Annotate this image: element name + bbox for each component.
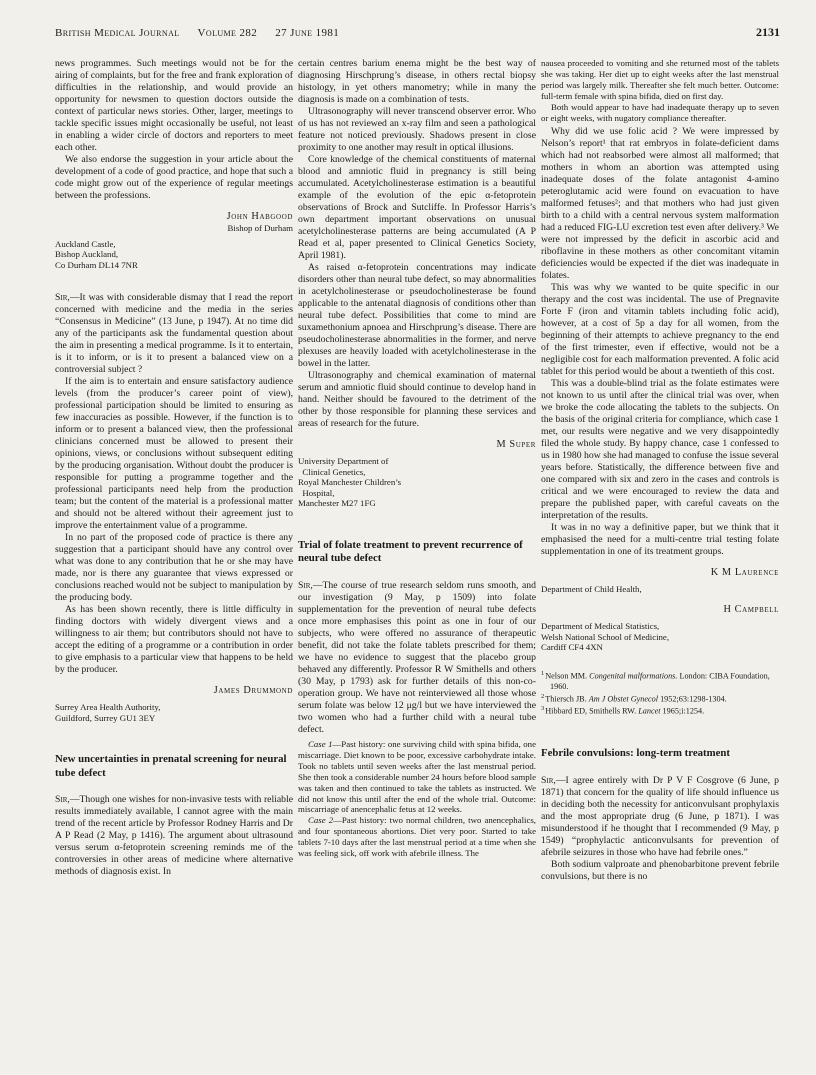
paragraph-definitive: It was in no way a definitive paper, but we think that it emphasised the need for a multi-centre trial testing folate supplementation in one of its treatment groups. [541, 522, 779, 558]
paragraph-news-programmes: news programmes. Such meetings would not be for the airing of complaints, but for the free and frank exploration of difficulties in the relationship, and would provide an opportunity for newsmen to question doctors outside the context of particular news stories. Other, larger, meetings to tackle specific issues might occasionally be useful, not least in enabling a wider circle of doctors and reporters to meet each other. [55, 58, 293, 153]
reference-text: London: CIBA Foundation, 1960. [550, 671, 770, 691]
paragraph-ultrasonography-error: Ultrasonography will never transcend observer error. Who of us has not reviewed an x-ray film and seen a pathological feature not noticed previously. Shadows present in close proximity to one another may result in optical illusions. [298, 106, 536, 153]
address-line: Guildford, Surrey GU1 3EY [55, 712, 156, 723]
reference-italic: Lancet [638, 707, 661, 717]
journal-volume: Volume 282 [197, 27, 258, 39]
sir-salutation: Sir [298, 579, 311, 591]
column-3 [541, 58, 779, 883]
paragraph-case-2 [298, 815, 536, 859]
letter-text: ,—I agree entirely with Dr P V F Cosgrove (6 June, p 1871) that concern for the quality of life should influence us in deciding both the necessity for anticonvulsant prophylaxis and the most appropriate drug (6 June, p 1871). I was misunderstood if he thought that I recommended (9 May, p 1549) “prophylactic anticonvulsants for prevention of afebrile seizures in those who have had febrile ones.” [541, 774, 779, 858]
paragraph-sir-dismay [55, 292, 293, 376]
paragraph-sir-though [55, 794, 293, 878]
letter-heading-febrile-convulsions: Febrile convulsions: long-term treatment [541, 747, 731, 760]
letter-text: ,—Though one wishes for non-invasive tests with reliable results immediately available, I cannot agree with the main trend of the recent article by Professor Rodney Harris and Dr A P Read (2 May, p 1416). The argument about ultrasound versus serum α-fetoprotein screening reminds me of the controversies in other areas of medicine where alternative methods of diagnosis exist. In [55, 794, 293, 878]
paragraph-no-part: In no part of the proposed code of practice is there any suggestion that a participant should have any control over what was done to any contribution that he or she may have made, nor is there any guarantee that views expressed or conclusions reached would not be subject to manipulation by the producing body. [55, 532, 293, 604]
address-super [298, 456, 536, 509]
address-line: Department of Child Health, [541, 584, 642, 595]
paragraph-shown-recently: As has been shown recently, there is little difficulty in finding doctors with widely divergent views and a willingness to air them; but contributors should not have to accept the editing of a programme or a contribution in order to give emphasis to a particular view that happens to be held by the producer. [55, 604, 293, 676]
paragraph-specific-therapy: This was why we wanted to be quite specific in our therapy and the cost was incidental. The use of Pregnavite Forte F (iron and vitamin tablets including folic acid), however, at a cost of 5p a day for all women, from the beginning of their attempts to achieve pregnancy to the end of the first trimester, even if effective, would not be a negligible cost for each malformation prevented. A folic acid tablet for this period would be about a twentieth of this cost. [541, 282, 779, 378]
sir-salutation: Sir [55, 292, 68, 304]
address-line: University Department of [298, 456, 389, 466]
reference-list [541, 669, 779, 717]
letter-heading-prenatal-screening: New uncertainties in prenatal screening for neural tube defect [55, 753, 287, 779]
address-drummond [55, 702, 293, 723]
paragraph-ultrasonography-chemical: Ultrasonography and chemical examination of maternal serum and amniotic fluid should continue to develop hand in hand. Neither should be favoured to the detriment of the other by those responsible for planning these services and areas of research for the future. [298, 370, 536, 429]
paragraph-aim: If the aim is to entertain and ensure satisfactory audience levels (from the producer’s career point of view), professional participation should be limited to ensuring as few inaccuracies as possible. However, if the function is to inform or to present a balanced view, then the professional clinicians concerned must be allowed to present their opinions, views, or conclusions without subsequent editing by the producing organisation. Without doubt the producer is responsible for putting a programme together and the professional participants need help from the production team; but the content of the material is a professional matter and should not be altered without their agreement just to improve the entertainment value of a programme. [55, 376, 293, 532]
signature-drummond: James Drummond [213, 685, 293, 697]
reference-number: 3 [541, 705, 545, 713]
journal-masthead [55, 27, 357, 40]
reference-2 [541, 692, 779, 705]
paragraph-endorse: We also endorse the suggestion in your article about the development of a code of good practice, and hope that such a code might grow out of the experience of regular meetings between the professions. [55, 154, 293, 201]
journal-date: 27 June 1981 [275, 27, 340, 39]
address-laurence [541, 584, 779, 595]
reference-italic: Congenital malformations. [589, 671, 678, 681]
case-text: —Past history: one surviving child with spina bifida, one miscarriage. Diet known to be poor, excessive carbohydrate intake. Took no tablets until seven weeks after the last menstrual period. She then took a considerable number 24 hours before blood sample was taken and then continued to take the tablets as instructed. We did not know this until after the end of the whole trial. Outcome: miscarriage of anencephalic fetus at 12 weeks. [298, 738, 536, 815]
reference-text: 1952;63:1298-1304. [658, 694, 727, 704]
journal-title: British Medical Journal [55, 27, 180, 39]
signature-laurence: K M Laurence [710, 567, 779, 579]
sir-salutation: Sir [541, 774, 554, 786]
paragraph-valproate: Both sodium valproate and phenobarbitone prevent febrile convulsions, but there is no [541, 858, 779, 882]
column-1 [55, 58, 293, 883]
letter-text: ,—The course of true research seldom runs smooth, and our investigation (9 May, p 1509) into folate supplementation for the prevention of neural tube defects once more emphasises this point as one in four of our subjects, who were offered no assurance of therapeutic benefit, did not take the folate tablets prescribed for them; we have no evidence to suggest that the placebo group behaved any differently. Professor R W Smithells and others (30 May, p 1793) ask for further details of this non-co-operation group. We have not reinterviewed all those whose serum folate was below 12 μg/l but we have interviewed the two women who had a further child with a neural tube defect. [298, 579, 536, 735]
reference-italic: Am J Obstet Gynecol [588, 694, 659, 704]
reference-text: Hibbard ED, Smithells RW. [545, 707, 639, 717]
reference-text: Nelson MM. [545, 671, 590, 681]
paragraph-case-2-continued: nausea proceeded to vomiting and she returned most of the tablets she was taking. Her diet up to eight weeks after the last menstrual period was largely milk. Thereafter she felt much better. Outcome: full-term female with spina bifida, died on first day. [541, 58, 779, 101]
reference-number: 1 [541, 669, 545, 677]
case-label: Case 2 [308, 815, 334, 826]
address-line: Royal Manchester Children’s [298, 477, 402, 488]
reference-text: 1965;i:1254. [660, 707, 705, 717]
signature-habgood: John Habgood [226, 211, 293, 222]
address-line: Surrey Area Health Authority, [55, 702, 161, 713]
case-text: —Past history: two normal children, two anencephalics, and four spontaneous abortions. Diet very poor. Started to take tablets 7-10 days after the last menstrual period at a time when she was feeling sick, off work with afebrile illness. The [298, 815, 536, 859]
address-line: Department of Medical Statistics, [541, 621, 660, 632]
address-line: Hospital, [298, 487, 335, 498]
address-habgood [55, 239, 293, 271]
signature-habgood-title: Bishop of Durham [227, 223, 293, 233]
letter-heading-folate-trial: Trial of folate treatment to prevent recurrence of neural tube defect [298, 538, 523, 565]
case-label: Case 1 [308, 738, 333, 749]
page-header [55, 26, 780, 40]
signature-campbell: H Campbell [723, 604, 779, 616]
paragraph-both-inadequate: Both would appear to have had inadequate therapy up to seven or eight weeks, with nugatory compliance thereafter. [541, 101, 779, 123]
sir-salutation: Sir [55, 794, 68, 806]
address-line: Welsh National School of Medicine, [541, 631, 670, 642]
reference-number: 2 [541, 692, 545, 700]
address-line: Co Durham DL14 7NR [55, 259, 138, 270]
address-line: Cardiff CF4 4XN [541, 642, 603, 653]
address-line: Clinical Genetics, [298, 466, 366, 477]
address-line: Bishop Auckland, [55, 249, 119, 260]
address-line: Manchester M27 1FG [298, 498, 376, 509]
paragraph-raised-afp: As raised α-fetoprotein concentrations may indicate disorders other than neural tube defect, so may abnormalities in acetylcholinesterase or pseudocholinesterase be found applicable to the antenatal diagnosis of conditions other than neural tube defect. Possibilities that come to mind are suxamethonium apnoea and Hirschprung’s disease. There are pseudocholinesterase abnormalities in the former, and nerve plexuses are heavily loaded with acetylcholinesterase in the bowel in the latter. [298, 262, 536, 369]
paragraph-double-blind: This was a double-blind trial as the folate estimates were not known to us until after the clinical trial was over, when we broke the code allocating the tablets to the subjects. On the basis of the original criteria for compliance, which case 1 met, our results were negative and we very disappointedly filed the whole study. By happy chance, case 1 confessed to us in 1980 how she had managed to confuse the issue several years before. Statistically, the difference between five and one compared with six and zero in the cases and controls is critical and we were encouraged to review the data and prepare the published paper, with careful caveats on the interpretation of the results. [541, 378, 779, 522]
page-number: 2131 [756, 25, 780, 39]
paragraph-sir-folate [298, 580, 536, 736]
paragraph-certain-centres: certain centres barium enema might be the best way of diagnosing Hirschprung’s disease, in others rectal biopsy histology, in yet others manometry; while in many the diagnosis is made on a combination of tests. [298, 58, 536, 105]
paragraph-core-knowledge: Core knowledge of the chemical constituents of maternal blood and amniotic fluid in pregnancy is still being accumulated. Acetylcholinesterase estimation is a beautiful example of the evolution of the epic α-fetoprotein observations of Brock and Sutcliffe. In Professor Harris’s own department important observations on unusual acetylcholinesterase patterns are being accumulated (A P Read et al, paper presented to Clinical Genetics Society, April 1981). [298, 154, 536, 261]
reference-3 [541, 704, 779, 717]
column-2 [298, 58, 536, 883]
reference-text: Thiersch JB. [545, 694, 589, 704]
signature-super: M Super [496, 439, 536, 450]
reference-1 [541, 669, 779, 692]
paragraph-why-folic-acid: Why did we use folic acid ? We were impressed by Nelson’s report¹ that rat embryos in folate-deficient dams which had not reabsorbed were almost all malformed; that mothers in whom an abortion was attempted using inadequate doses of the folate antagonist 4-amino peteroglutamic acid were found on evacuation to have malformed fetuses²; and that mothers who had just given birth to a child with a central nervous system malformation had a reduced FIG-LU excretion test even after delivery.³ We were not impressed by the deficit in ascorbic acid and riboflavine in these mothers as other concomitant vitamin deficiencies would be expected if the diet was inadequate in folates. [541, 126, 779, 282]
letters-columns [55, 58, 780, 883]
paragraph-sir-cosgrove [541, 775, 779, 859]
paragraph-case-1 [298, 739, 536, 815]
letter-text: ,—It was with considerable dismay that I read the report concerned with medicine and the media in the series “Consensus in Medicine” (13 June, p 1947). At no time did any of the participants ask the fundamental question about the aim in presenting a medical programme. Is it to entertain, is it to inform, or is it to present a balanced view on a controversial subject ? [55, 292, 293, 376]
address-campbell [541, 621, 779, 653]
address-line: Auckland Castle, [55, 238, 116, 249]
